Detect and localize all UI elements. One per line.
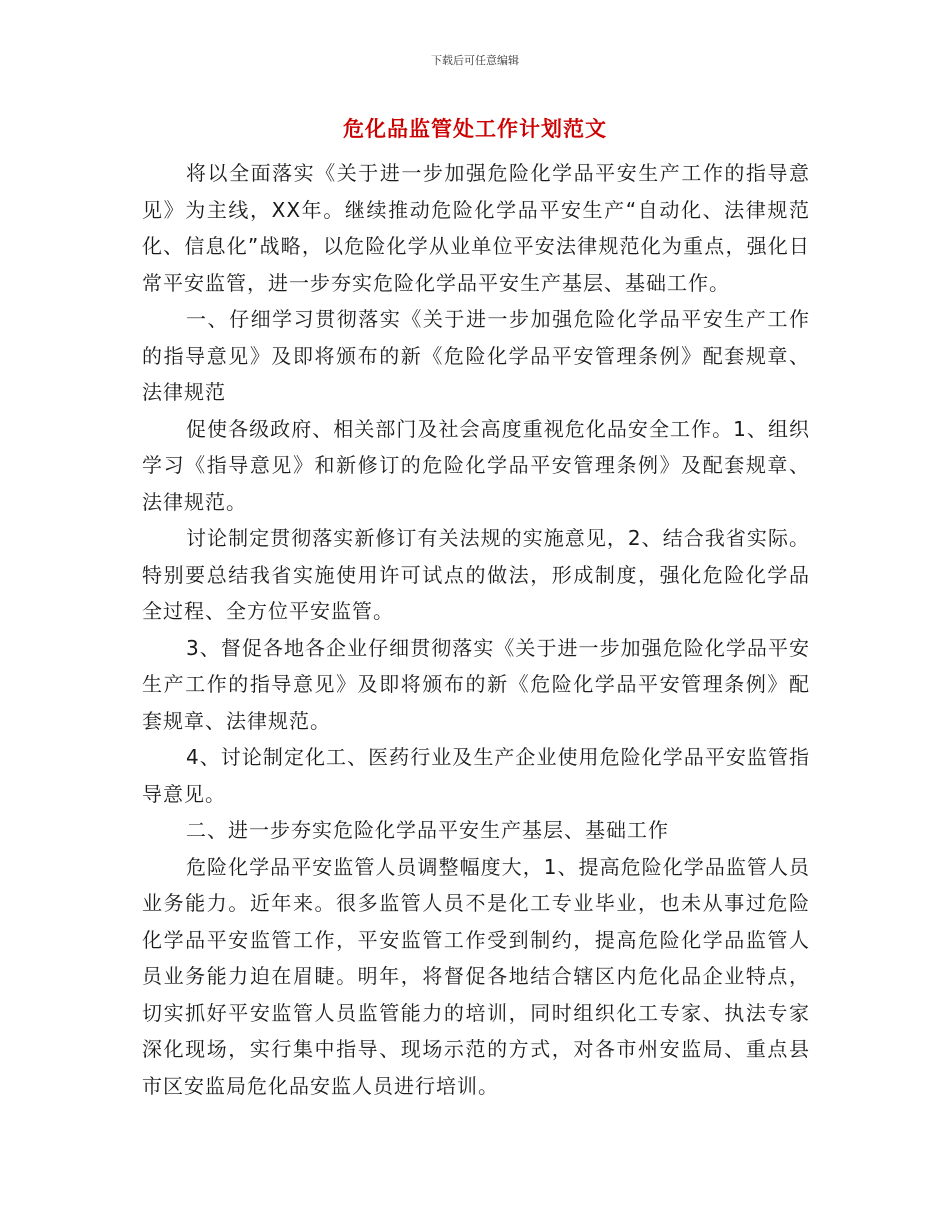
paragraph: 4、讨论制定化工、医药行业及生产企业使用危险化学品平安监管指导意见。 (142, 745, 810, 806)
section-heading: 二、进一步夯实危险化学品平安生产基层、基础工作 (186, 818, 669, 842)
header-note: 下载后可任意编辑 (431, 54, 519, 67)
paragraph: 一、仔细学习贯彻落实《关于进一步加强危险化学品平安生产工作的指导意见》及即将颁布的新《危险化学品平安管理条例》配套规章、法律规范 (142, 307, 810, 404)
paragraph: 危险化学品平安监管人员调整幅度大，1、提高危险化学品监管人员业务能力。近年来。很多监管人员不是化工专业毕业，也未从事过危险化学品平安监管工作，平安监管工作受到制约，提高危险化学品监管人员业务能力迫在眉睫。明年，将督促各地结合辖区内危化品企业特点，切实抓好平安监管人员监管能力的培训，同时组织化工专家、执法专家深化现场，实行集中指导、现场示范的方式，对各市州安监局、重点县市区安监局危化品安监人员进行培训。 (142, 854, 810, 1098)
document-title: 危化品监管处工作计划范文 (343, 117, 607, 141)
paragraph: 讨论制定贯彻落实新修订有关法规的实施意见，2、结合我省实际。特别要总结我省实施使用许可试点的做法，形成制度，强化危险化学品全过程、全方位平安监管。 (142, 526, 810, 623)
document-body (142, 155, 810, 1104)
paragraph: 将以全面落实《关于进一步加强危险化学品平安生产工作的指导意见》为主线，XX年。继续推动危险化学品平安生产“自动化、法律规范化、信息化”战略，以危险化学从业单位平安法律规范化为重点，强化日常平安监管，进一步夯实危险化学品平安生产基层、基础工作。 (142, 161, 810, 295)
paragraph: 促使各级政府、相关部门及社会高度重视危化品安全工作。1、组织学习《指导意见》和新修订的危险化学品平安管理条例》及配套规章、法律规范。 (142, 416, 810, 514)
paragraph: 3、督促各地各企业仔细贯彻落实《关于进一步加强危险化学品平安生产工作的指导意见》及即将颁布的新《危险化学品平安管理条例》配套规章、法律规范。 (142, 635, 810, 733)
